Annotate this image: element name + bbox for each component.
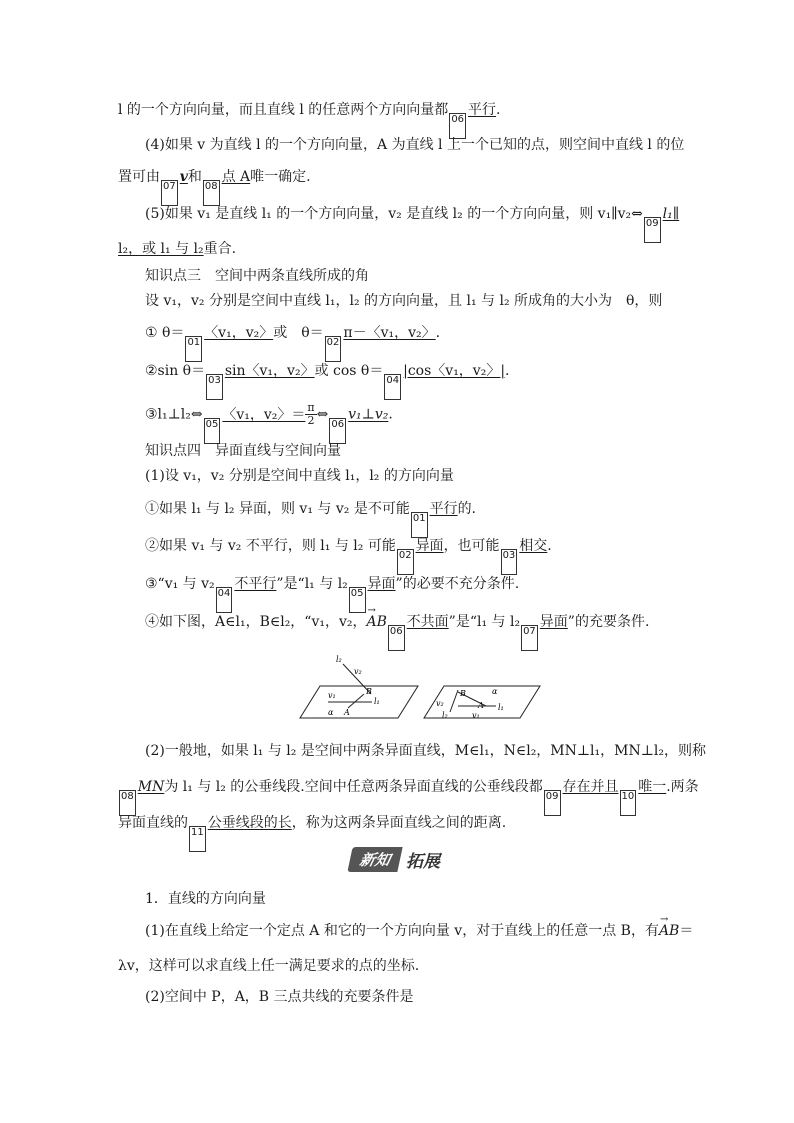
answer-text: l₂，或 l₁ 与 l₂ bbox=[118, 241, 204, 257]
fraction bbox=[305, 402, 316, 427]
text-line bbox=[145, 613, 649, 651]
text: ③“v₁ 与 v₂ bbox=[145, 576, 215, 592]
answer-index-box: 05 bbox=[349, 587, 366, 613]
text-line bbox=[145, 402, 393, 444]
label-v2: v₂ bbox=[354, 667, 362, 676]
text: 为 l₁ 与 l₂ 的公垂线段.空间中任意两条异面直线的公垂线段都 bbox=[164, 779, 543, 795]
answer-text: 不共面 bbox=[406, 614, 449, 630]
text: ＝ bbox=[679, 923, 694, 939]
answer-index-box: 10 bbox=[620, 790, 637, 816]
text-line bbox=[145, 537, 552, 575]
text-line bbox=[145, 890, 266, 908]
answer-text: 异面 bbox=[415, 538, 444, 554]
skew-lines-figure bbox=[296, 652, 546, 724]
label-a: A bbox=[478, 701, 484, 710]
text-line bbox=[145, 136, 684, 154]
text: ”是“l₁ 与 l₂ bbox=[448, 614, 521, 630]
label-v1: v₁ bbox=[472, 711, 480, 720]
answer-text: 存在并且 bbox=[562, 779, 619, 795]
answer-index-box: 09 bbox=[544, 790, 561, 816]
text-line bbox=[145, 500, 476, 538]
answer-index-box: 07 bbox=[521, 625, 538, 651]
text: (2)一般地，如果 l₁ 与 l₂ 是空间中两条异面直线，M∈l₁，N∈l₂，MN⊥l₁，MN⊥l₂，则称 bbox=[145, 743, 706, 759]
answer-text: 相交 bbox=[519, 538, 548, 554]
text: ③l₁⊥l₂⇔ bbox=[145, 406, 203, 423]
text: (4)如果 v 为直线 l 的一个方向向量，A 为直线 l 上一个已知的点，则空间中直线 l 的位 bbox=[145, 137, 685, 153]
label-l1: l₁ bbox=[498, 703, 504, 712]
text-line bbox=[118, 101, 501, 139]
text: ⇔ bbox=[316, 406, 329, 423]
text: ②sin θ＝ bbox=[145, 363, 206, 379]
text: 1．直线的方向向量 bbox=[145, 891, 266, 907]
text: 或 θ＝ bbox=[273, 325, 324, 341]
text-line bbox=[145, 922, 693, 940]
answer-index-box: 04 bbox=[216, 587, 233, 613]
text-line bbox=[118, 240, 236, 258]
answer-index-box: 02 bbox=[397, 549, 414, 575]
text: ”是“l₁ 与 l₂ bbox=[276, 576, 348, 592]
label-l2: l₂ bbox=[442, 711, 448, 720]
text: 重合. bbox=[203, 241, 237, 257]
text: 或 cos θ＝ bbox=[314, 363, 384, 379]
text-line bbox=[118, 778, 699, 816]
answer-text: 点 A bbox=[221, 169, 251, 185]
numerator: π bbox=[307, 401, 315, 414]
answer-text: 异面 bbox=[539, 614, 568, 630]
text: (1)在直线上给定一个定点 A 和它的一个方向向量 v，对于直线上的任意一点 B，有 bbox=[145, 923, 659, 939]
answer-text: 公垂线段的长 bbox=[207, 815, 292, 831]
answer-text: 异面 bbox=[367, 576, 396, 592]
answer-index-box: 01 bbox=[411, 512, 428, 538]
answer-text: sin〈v₁，v₂〉 bbox=[224, 363, 315, 379]
text: l 的一个方向向量，而且直线 l 的任意两个方向向量都 bbox=[118, 102, 449, 118]
text: . bbox=[388, 406, 393, 423]
answer-index-box: 06 bbox=[388, 625, 405, 651]
line-l2-right bbox=[450, 690, 458, 712]
answer-index-box: 03 bbox=[501, 549, 518, 575]
answer-index-box: 06 bbox=[329, 418, 346, 444]
answer-index-box: 05 bbox=[204, 418, 221, 444]
answer-text: π－〈v₁，v₂〉 bbox=[343, 325, 436, 341]
text: ① θ＝ bbox=[145, 325, 185, 341]
text-line bbox=[145, 467, 454, 485]
section-banner bbox=[350, 846, 446, 872]
answer-text: v bbox=[179, 169, 188, 185]
text: . bbox=[547, 538, 552, 554]
answer-text: 唯一 bbox=[638, 779, 667, 795]
answer-text: v₁⊥v₂ bbox=[348, 406, 389, 423]
section-heading: 知识点三 空间中两条直线所成的角 bbox=[145, 268, 369, 284]
text: (2)空间中 P，A，B 三点共线的充要条件是 bbox=[145, 989, 414, 1005]
answer-index-box: 11 bbox=[189, 826, 206, 852]
text: (5)如果 v₁ 是直线 l₁ 的一个方向向量，v₂ 是直线 l₂ 的一个方向向量，则 v₁∥v₂⇔ bbox=[145, 206, 643, 222]
text: ，也可能 bbox=[443, 538, 500, 554]
text-line bbox=[118, 168, 311, 206]
label-v2: v₂ bbox=[436, 699, 444, 708]
text: 唯一确定. bbox=[250, 169, 311, 185]
text: (1)设 v₁，v₂ 分别是空间中直线 l₁，l₂ 的方向向量 bbox=[145, 468, 454, 484]
label-l1: l₁ bbox=[374, 697, 380, 706]
answer-index-box: 08 bbox=[119, 790, 136, 816]
text: . bbox=[505, 363, 510, 379]
answer-text bbox=[222, 401, 316, 427]
answer-index-box: 03 bbox=[206, 374, 223, 400]
text: . bbox=[496, 102, 501, 118]
answer-index-box: 04 bbox=[384, 374, 401, 400]
text-line bbox=[145, 988, 414, 1006]
answer-text: |cos〈v₁，v₂〉| bbox=[403, 363, 506, 379]
label-b: B bbox=[460, 689, 466, 698]
label-alpha: α bbox=[328, 708, 334, 717]
text: ”的充要条件. bbox=[567, 614, 650, 630]
text-line bbox=[118, 814, 506, 852]
text: 〈v₁，v₂〉＝ bbox=[222, 406, 306, 423]
text: ”的必要不充分条件. bbox=[395, 576, 520, 592]
text-line bbox=[145, 575, 519, 613]
banner-light-label: 拓展 bbox=[406, 851, 441, 872]
answer-index-box: 08 bbox=[203, 180, 220, 206]
text: 置可由 bbox=[118, 169, 160, 185]
text: ④如下图，A∈l₁，B∈l₂，“v₁，v₂， bbox=[145, 614, 367, 630]
answer-text: 平行 bbox=[429, 501, 458, 517]
answer-text: MN bbox=[137, 779, 165, 795]
text: . bbox=[435, 325, 441, 341]
text: 和 bbox=[187, 169, 202, 185]
answer-index-box: 06 bbox=[449, 113, 466, 139]
text: 异面直线的 bbox=[118, 815, 188, 831]
answer-text: l₁∥ bbox=[662, 206, 680, 222]
label-a: A bbox=[344, 708, 350, 717]
denominator: 2 bbox=[307, 414, 315, 427]
text-line bbox=[145, 324, 440, 362]
text: 的. bbox=[457, 501, 477, 517]
section-heading: 知识点四 异面直线与空间向量 bbox=[145, 443, 341, 459]
label-l2: l₂ bbox=[336, 655, 342, 664]
text-line bbox=[118, 957, 419, 975]
answer-index-box: 09 bbox=[644, 217, 661, 243]
text-line bbox=[145, 205, 679, 243]
answer-text: 不平行 bbox=[234, 576, 277, 592]
text-line bbox=[145, 362, 510, 400]
text: .两条 bbox=[666, 779, 699, 795]
label-v1: v₁ bbox=[328, 691, 336, 700]
banner-dark-label: 新知 bbox=[347, 847, 402, 872]
answer-index-box: 01 bbox=[185, 336, 202, 362]
text: λv，这样可以求直线上任一满足要求的点的坐标. bbox=[118, 958, 420, 974]
text-line bbox=[145, 742, 706, 760]
answer-index-box: 02 bbox=[325, 336, 342, 362]
answer-text: 〈v₁，v₂〉 bbox=[204, 325, 274, 341]
answer-text: 平行 bbox=[468, 102, 497, 118]
text: ，称为这两条异面直线之间的距离. bbox=[291, 815, 507, 831]
text: ②如果 v₁ 与 v₂ 不平行，则 l₁ 与 l₂ 可能 bbox=[145, 538, 396, 554]
segment-ab-left bbox=[348, 694, 364, 708]
text-line bbox=[145, 292, 662, 310]
text: ①如果 l₁ 与 l₂ 异面，则 v₁ 与 v₂ 是不可能 bbox=[145, 501, 410, 517]
answer-index-box: 07 bbox=[161, 180, 178, 206]
vector-ab: → AB bbox=[659, 922, 679, 940]
text: 设 v₁，v₂ 分别是空间中直线 l₁，l₂ 的方向向量，且 l₁ 与 l₂ 所成角的大小为 θ，则 bbox=[145, 293, 663, 309]
label-alpha: α bbox=[492, 687, 498, 696]
vector-ab: → AB bbox=[367, 613, 387, 631]
label-b: B bbox=[366, 687, 372, 696]
